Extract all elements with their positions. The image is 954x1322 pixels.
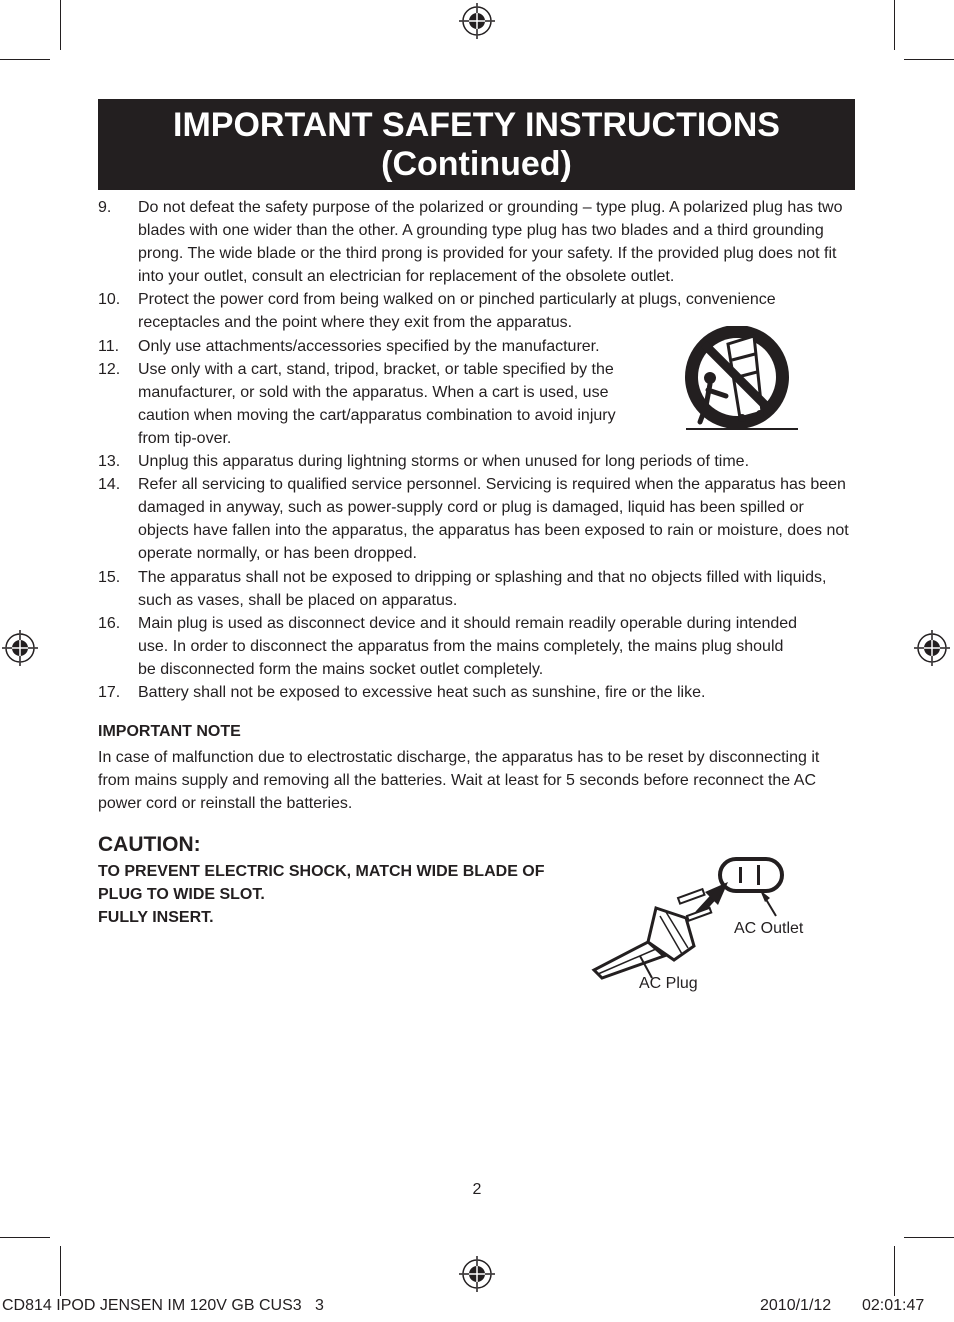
list-item [98,473,858,565]
item-number: 10. [98,291,121,309]
ac-outlet-icon [720,859,782,891]
registration-mark-icon [459,1256,495,1292]
caution-heading: CAUTION: [98,833,201,856]
item-number: 12. [98,360,121,378]
crop-mark [904,59,954,60]
crop-mark [0,59,50,60]
registration-mark-icon [459,3,495,39]
page-subtitle: (Continued) [381,144,572,183]
crop-mark [894,0,895,50]
caution-line: PLUG TO WIDE SLOT. [98,886,265,903]
crop-mark [894,1246,895,1296]
ac-plug-label: AC Plug [639,975,698,992]
item-text: Unplug this apparatus during lightning storms or when unused for long periods of time. [138,453,750,471]
registration-mark-icon [914,630,950,666]
important-note-heading: IMPORTANT NOTE [98,723,241,740]
page-title-bar [98,99,855,190]
ac-plug-icon [594,889,711,978]
crop-mark [60,0,61,50]
list-item [98,566,858,612]
item-text: Do not defeat the safety purpose of the polarized or grounding – type plug. A polarized plug has two blades with one wider than the other. A grounding type plug has two blades and a third grounding prong. The wide blade or the third prong is provided for your safety. If the provided plug does not fit into your outlet, consult an electrician for replacement of the obsolete outlet. [138,199,843,286]
list-item [98,196,858,288]
important-note-body: In case of malfunction due to electrostatic discharge, the apparatus has to be reset by disconnecting it from mains supply and removing all the batteries. Wait at least for 5 seconds before reconnect the AC power cord or reinstall the batteries. [98,749,820,813]
item-number: 17. [98,683,121,701]
caution-text [98,860,578,929]
print-date: 2010/1/12 [760,1297,832,1314]
print-job-label: CD814 IPOD JENSEN IM 120V GB CUS3 3 [2,1297,324,1314]
safety-instructions-list [98,196,858,704]
item-text: Only use attachments/accessories specified by the manufacturer. [138,337,600,355]
crop-mark [60,1246,61,1296]
list-item [98,612,858,681]
item-text: Protect the power cord from being walked on or pinched particularly at plugs, convenience receptacles and the point where they exit from the apparatus. [138,291,776,332]
caution-line: TO PREVENT ELECTRIC SHOCK, MATCH WIDE BLADE OF [98,863,545,880]
ac-outlet-label: AC Outlet [734,920,804,937]
item-text: Main plug is used as disconnect device and it should remain readily operable during intended use. In order to disconnect the apparatus from the mains completely, the mains plug should be disconnected form the mains socket outlet completely. [138,614,798,678]
item-number: 9. [98,199,112,216]
item-number: 13. [98,453,121,471]
list-item [98,681,858,704]
caution-line: FULLY INSERT. [98,909,214,926]
item-number: 14. [98,476,121,494]
cart-tip-over-warning-icon [676,326,800,434]
item-number: 11. [98,337,120,355]
page-number: 2 [472,1181,482,1198]
item-number: 16. [98,614,121,632]
item-text: Battery shall not be exposed to excessive heat such as sunshine, fire or the like. [138,683,706,701]
item-text: The apparatus shall not be exposed to dripping or splashing and that no objects filled with liquids, such as vases, shall be placed on apparatus. [138,568,827,609]
registration-mark-icon [2,630,38,666]
page-title: IMPORTANT SAFETY INSTRUCTIONS [173,105,780,144]
list-item [98,450,858,473]
print-time: 02:01:47 [862,1297,925,1314]
item-text: Refer all servicing to qualified service personnel. Servicing is required when the apparatus has been damaged in anyway, such as power-supply cord or plug is damaged, liquid has been spilled or objects have fallen into the apparatus, the apparatus has been exposed to rain or moisture, does not operate normally, or has been dropped. [138,476,849,563]
crop-mark [0,1237,50,1238]
item-number: 15. [98,568,121,586]
crop-mark [904,1237,954,1238]
item-text: Use only with a cart, stand, tripod, bracket, or table specified by the manufacturer, or sold with the apparatus. When a cart is used, use caution when moving the cart/apparatus combination to avoid injury from tip-over. [138,360,616,447]
